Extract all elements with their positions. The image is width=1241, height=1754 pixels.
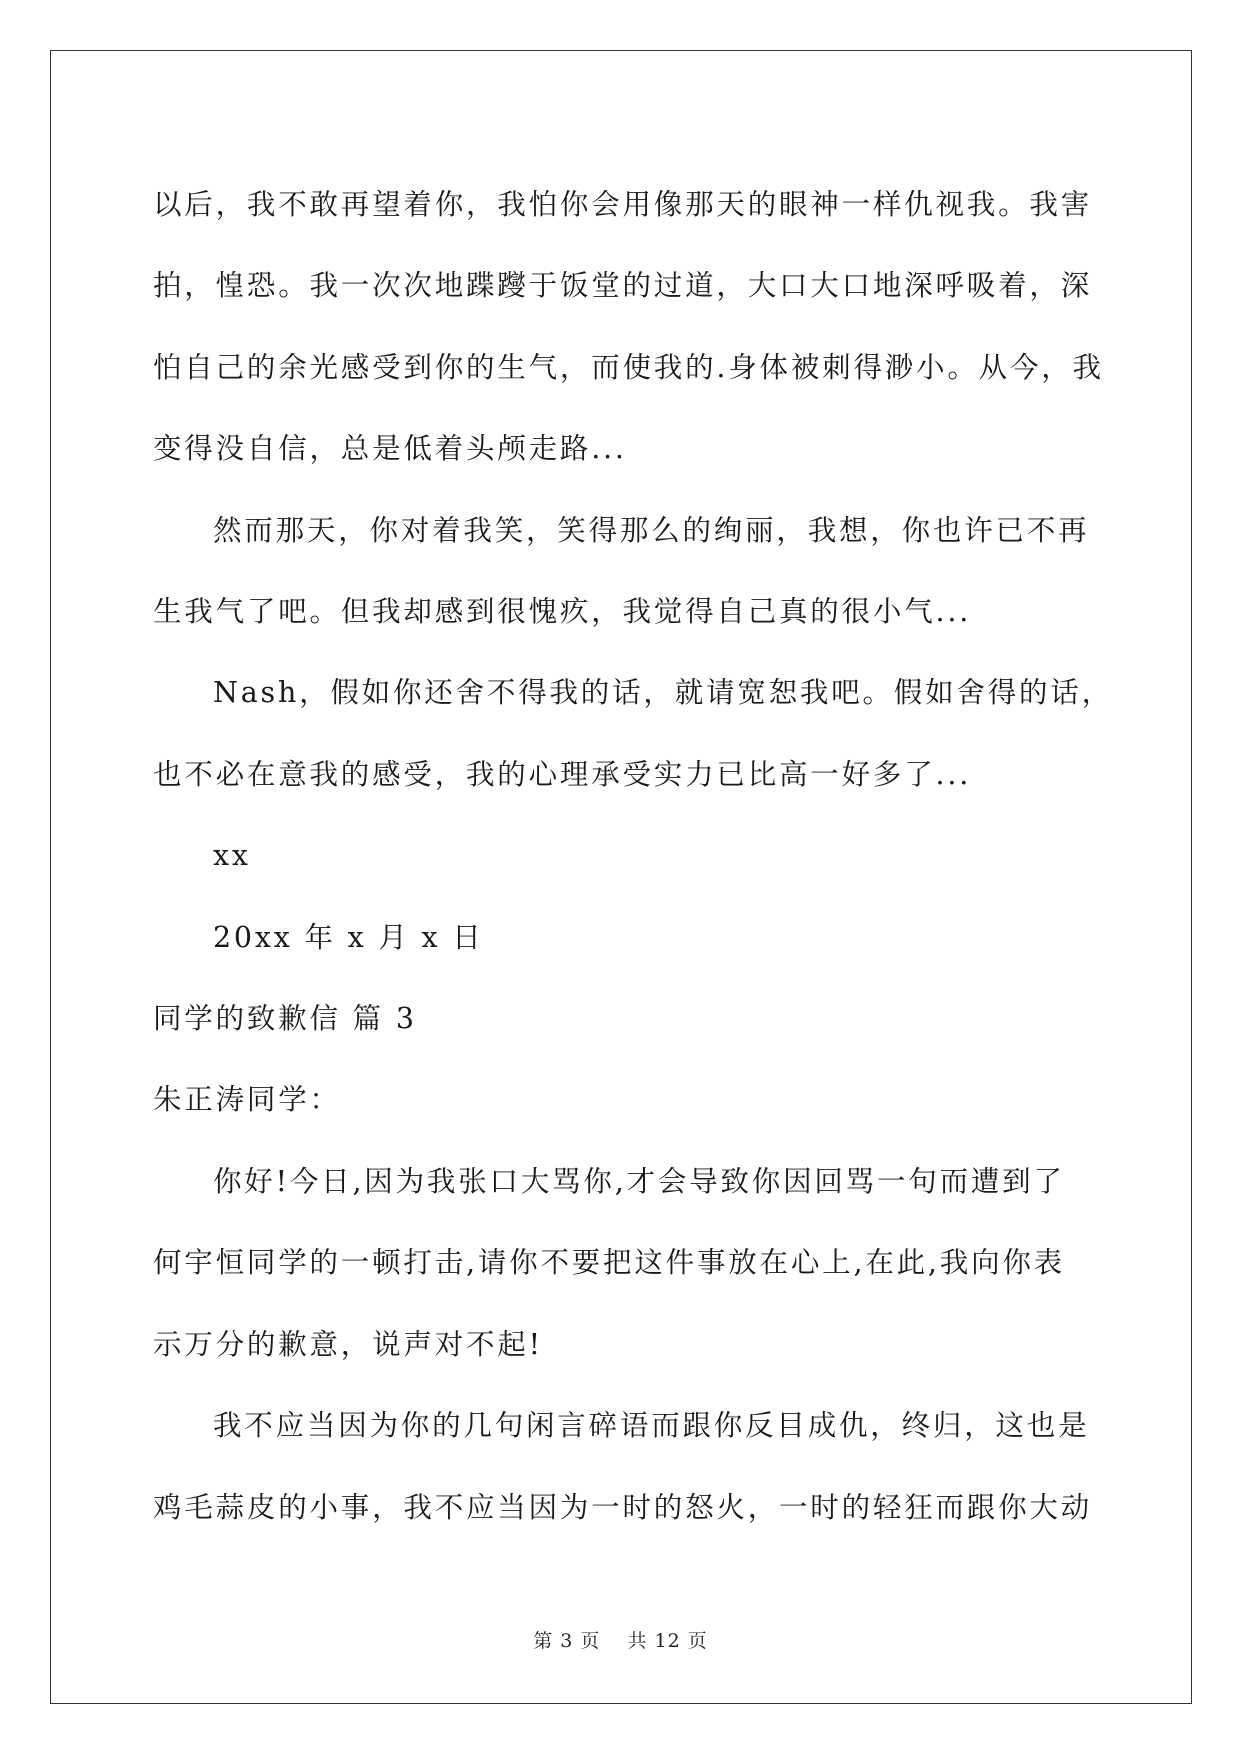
salutation: 朱正涛同学： bbox=[153, 1083, 341, 1117]
text-line: 我不应当因为你的几句闲言碎语而跟你反目成仇，终归，这也是 bbox=[213, 1409, 1090, 1443]
text-line: 鸡毛蒜皮的小事，我不应当因为一时的怒火，一时的轻狂而跟你大动 bbox=[153, 1490, 1093, 1524]
text-line: 生我气了吧。但我却感到很愧疚，我觉得自己真的很小气... bbox=[153, 595, 972, 629]
page-number-footer: 第 3 页 共 12 页 bbox=[533, 1630, 708, 1652]
text-line: 怕自己的余光感受到你的生气，而使我的.身体被刺得渺小。从今，我 bbox=[153, 350, 1104, 384]
text-line: 然而那天，你对着我笑，笑得那么的绚丽，我想，你也许已不再 bbox=[213, 513, 1090, 547]
text-line: Nash，假如你还舍不得我的话，就请宽恕我吧。假如舍得的话， bbox=[213, 676, 1113, 710]
signature-name: xx bbox=[213, 839, 251, 873]
text-line: 以后，我不敢再望着你，我怕你会用像那天的眼神一样仇视我。我害 bbox=[153, 188, 1093, 221]
section-heading: 同学的致歉信 篇 3 bbox=[153, 1002, 417, 1036]
text-line: 拍，惶恐。我一次次地蹀躞于饭堂的过道，大口大口地深呼吸着，深 bbox=[153, 269, 1093, 303]
text-line: 也不必在意我的感受，我的心理承受实力已比高一好多了... bbox=[153, 757, 972, 791]
text-line: 你好!今日,因为我张口大骂你,才会导致你因回骂一句而遭到了 bbox=[213, 1164, 1065, 1198]
document-body bbox=[153, 164, 1113, 1548]
text-line: 示万分的歉意，说声对不起! bbox=[153, 1327, 543, 1361]
text-line: 变得没自信，总是低着头颅走路... bbox=[153, 432, 627, 466]
signature-date: 20xx 年 x 月 x 日 bbox=[213, 920, 484, 954]
text-line: 何宇恒同学的一顿打击,请你不要把这件事放在心上,在此,我向你表 bbox=[153, 1246, 1065, 1280]
